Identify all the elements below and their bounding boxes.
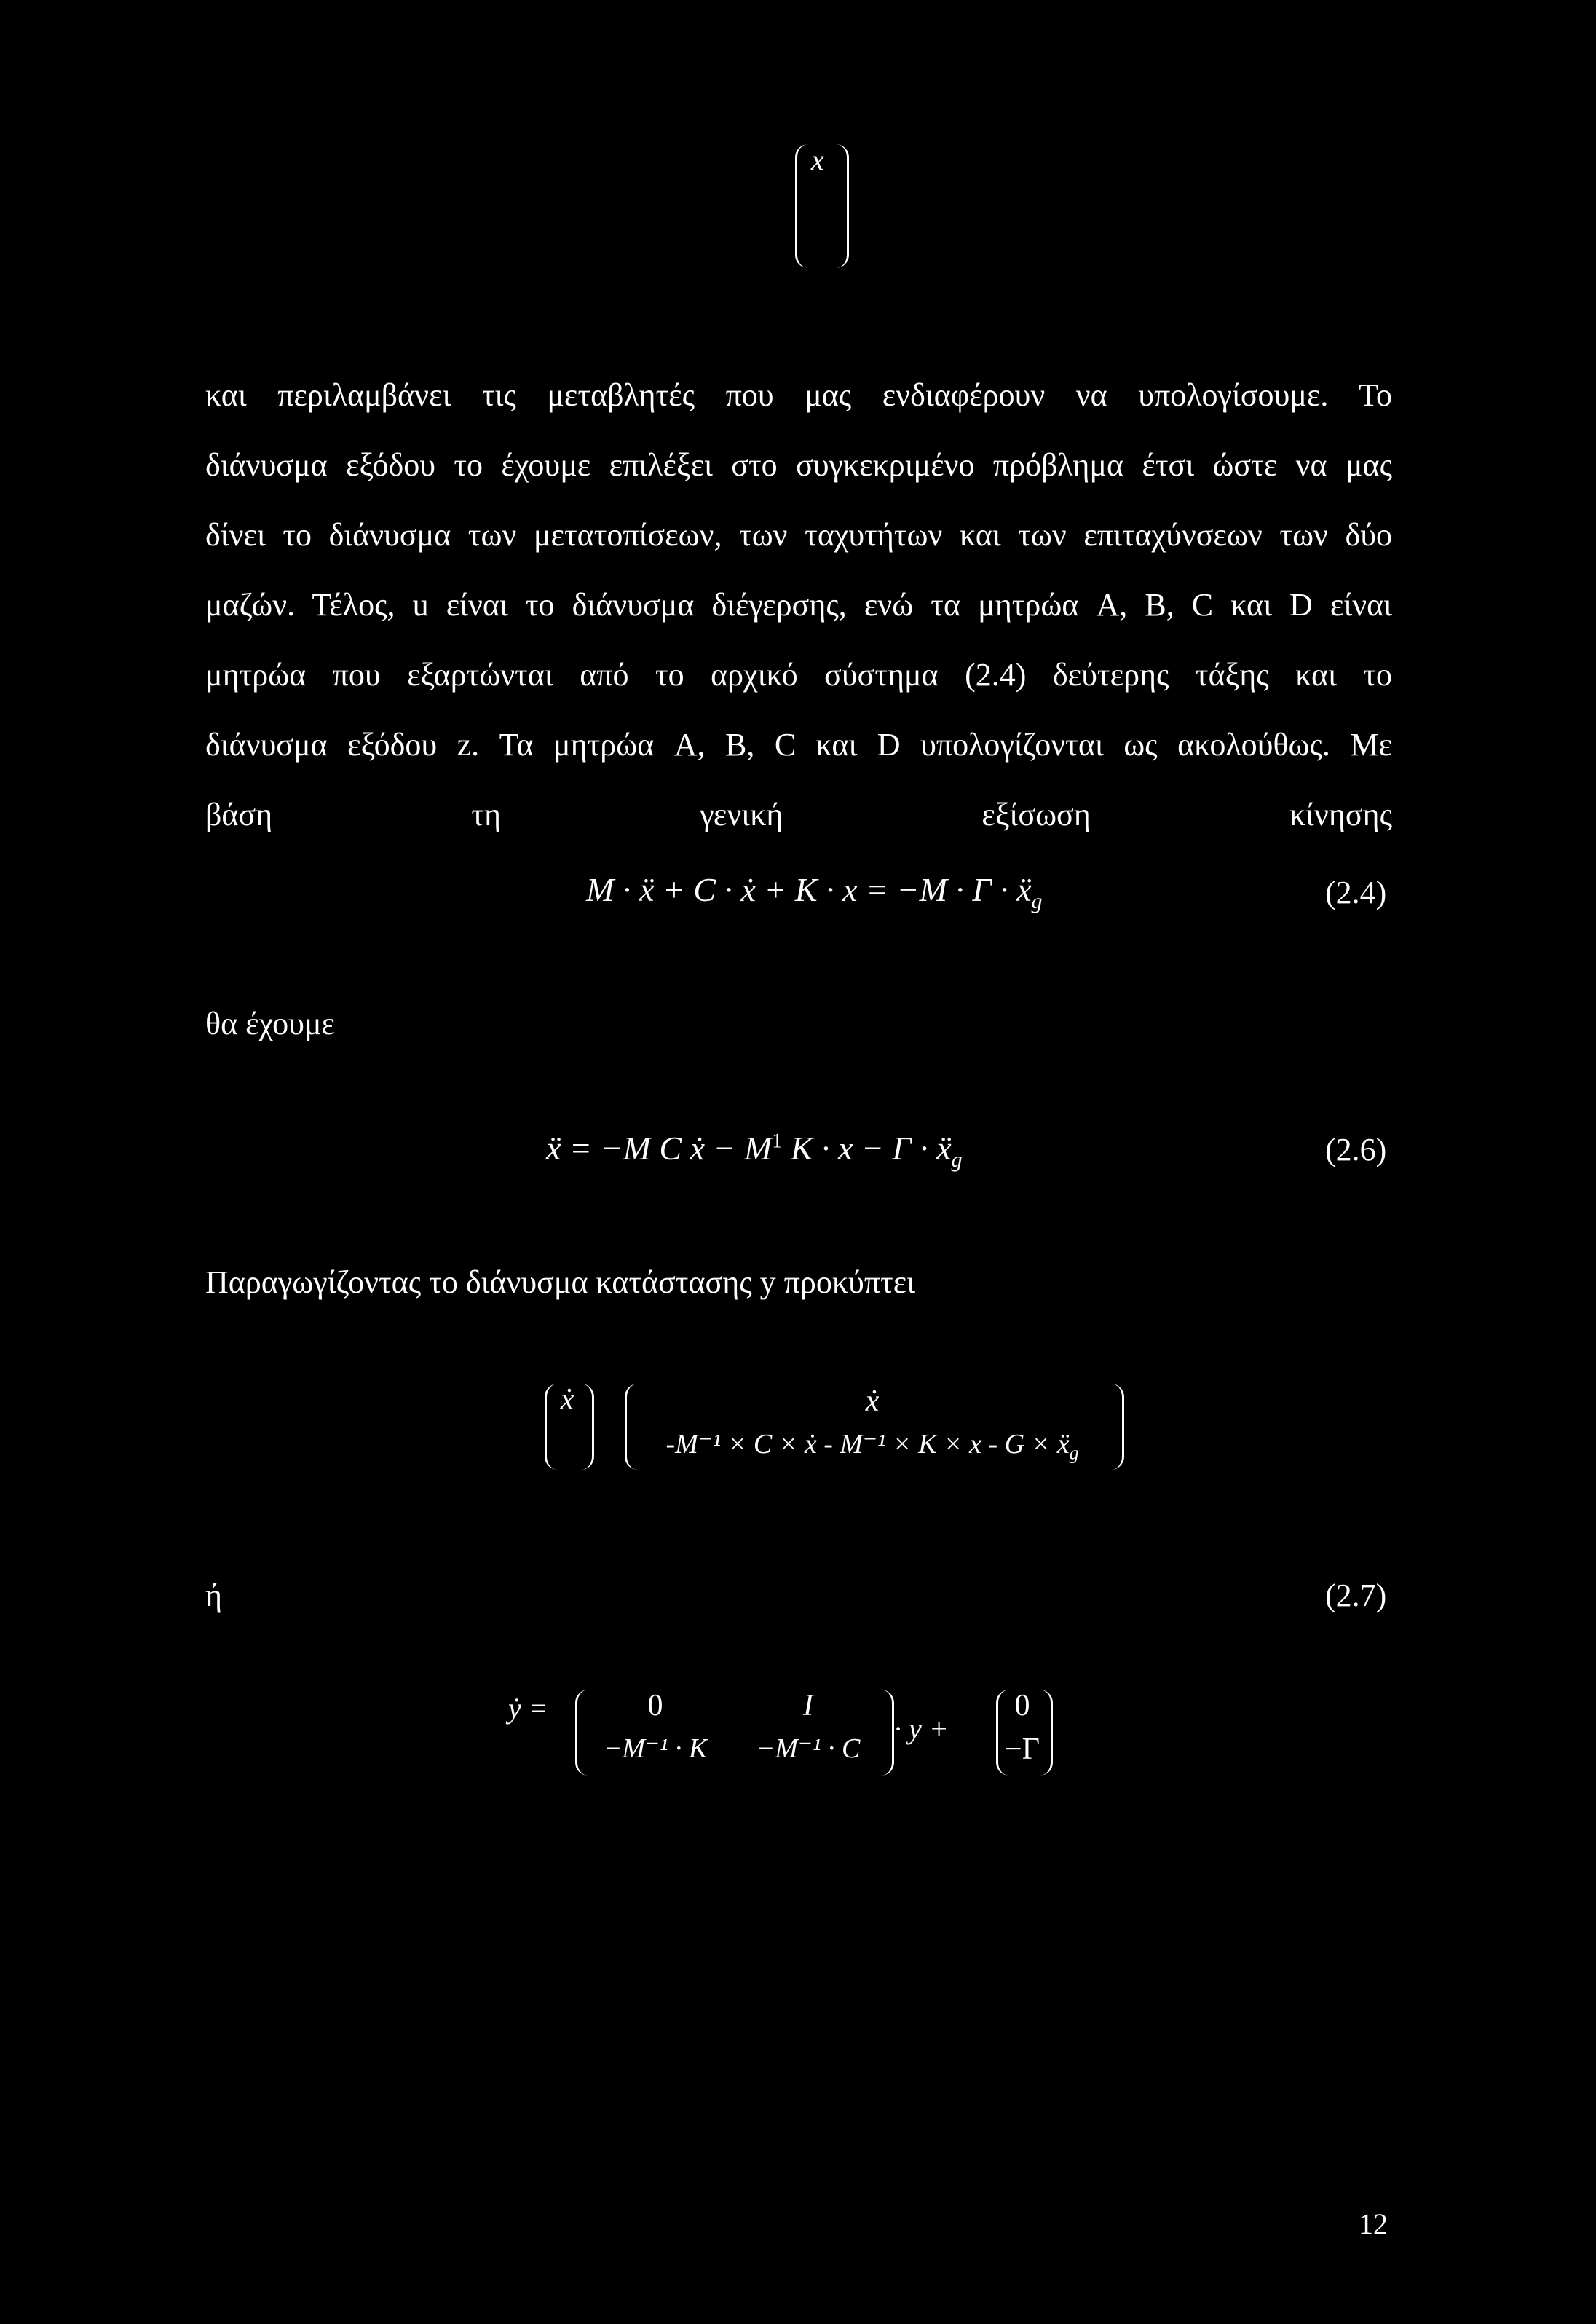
text-tha-exoume: θα έχουμε bbox=[205, 1006, 336, 1041]
paragraph-line-1: και περιλαμβάνει τις μεταβλητές που μας ενδιαφέρουν να υπολογίσουμε. Το bbox=[205, 377, 1392, 413]
equation-2-6 bbox=[546, 1129, 963, 1173]
equation-2-4 bbox=[586, 870, 1043, 914]
equation-2-4-subscript: g bbox=[1031, 889, 1043, 914]
equation-2-4-number: (2.4) bbox=[1325, 875, 1387, 910]
equation-2-7-mid: · y + bbox=[894, 1712, 949, 1745]
text-paragogizontas: Παραγωγίζοντας το διάνυσμα κατάστασης y προκύπτει bbox=[205, 1264, 916, 1300]
equation-2-7-lhs: ẏ = bbox=[508, 1692, 548, 1725]
state-right-top: ẋ bbox=[865, 1384, 880, 1418]
equation-2-7-v2: −Γ bbox=[1005, 1733, 1040, 1766]
equation-2-7-m12: I bbox=[803, 1689, 813, 1722]
body-paragraph bbox=[205, 361, 1392, 850]
equation-2-6-subscript: g bbox=[951, 1148, 963, 1173]
equation-2-4-expr: M · ẍ + C · ẋ + K · x = −M · Γ · ẍ bbox=[586, 871, 1032, 908]
page-number: 12 bbox=[1359, 2207, 1388, 2240]
equation-2-6-superscript: 1 bbox=[772, 1130, 783, 1153]
equation-2-7-m11: 0 bbox=[647, 1689, 663, 1722]
paragraph-line-7: βάση τη γενική εξίσωση κίνησης bbox=[205, 797, 1392, 832]
paragraph-line-4: μαζών. Τέλος, u είναι το διάνυσμα διέγερσης, ενώ τα μητρώα A, B, C και D είναι bbox=[205, 587, 1392, 623]
equation-2-6-expr2: K · x − Γ · ẍ bbox=[790, 1130, 952, 1167]
state-right-bottom-expr: -M⁻¹ × C × ẋ - M⁻¹ × K × x - G × ẍ bbox=[665, 1429, 1070, 1460]
equation-2-7-v1: 0 bbox=[1014, 1689, 1030, 1722]
state-right-bottom-sub: g bbox=[1069, 1442, 1079, 1464]
equation-2-7-m22: −M⁻¹ · C bbox=[756, 1733, 861, 1764]
state-right-bottom bbox=[625, 1427, 1120, 1465]
equation-2-7-m21: −M⁻¹ · K bbox=[603, 1733, 708, 1764]
paragraph-line-5: μητρώα που εξαρτώνται από το αρχικό σύστημα (2.4) δεύτερης τάξης και το bbox=[205, 657, 1392, 693]
paragraph-line-6: διάνυσμα εξόδου z. Τα μητρώα A, B, C και D υπολογίζονται ως ακολούθως. Με bbox=[205, 727, 1392, 763]
equation-2-7-number: (2.7) bbox=[1325, 1577, 1387, 1613]
text-i: ή bbox=[205, 1577, 223, 1613]
equation-2-6-number: (2.6) bbox=[1325, 1132, 1387, 1167]
equation-2-6-expr: ẍ = −M C ẋ − M bbox=[546, 1130, 773, 1167]
state-left-entry: ẋ bbox=[560, 1383, 574, 1417]
paragraph-line-3: δίνει το διάνυσμα των μετατοπίσεων, των ταχυτήτων και των επιταχύνσεων των δύο bbox=[205, 517, 1392, 553]
paragraph-line-2: διάνυσμα εξόδου το έχουμε επιλέξει στο συγκεκριμένο πρόβλημα έτσι ώστε να μας bbox=[205, 447, 1392, 483]
top-vector-entry: x bbox=[811, 143, 824, 176]
